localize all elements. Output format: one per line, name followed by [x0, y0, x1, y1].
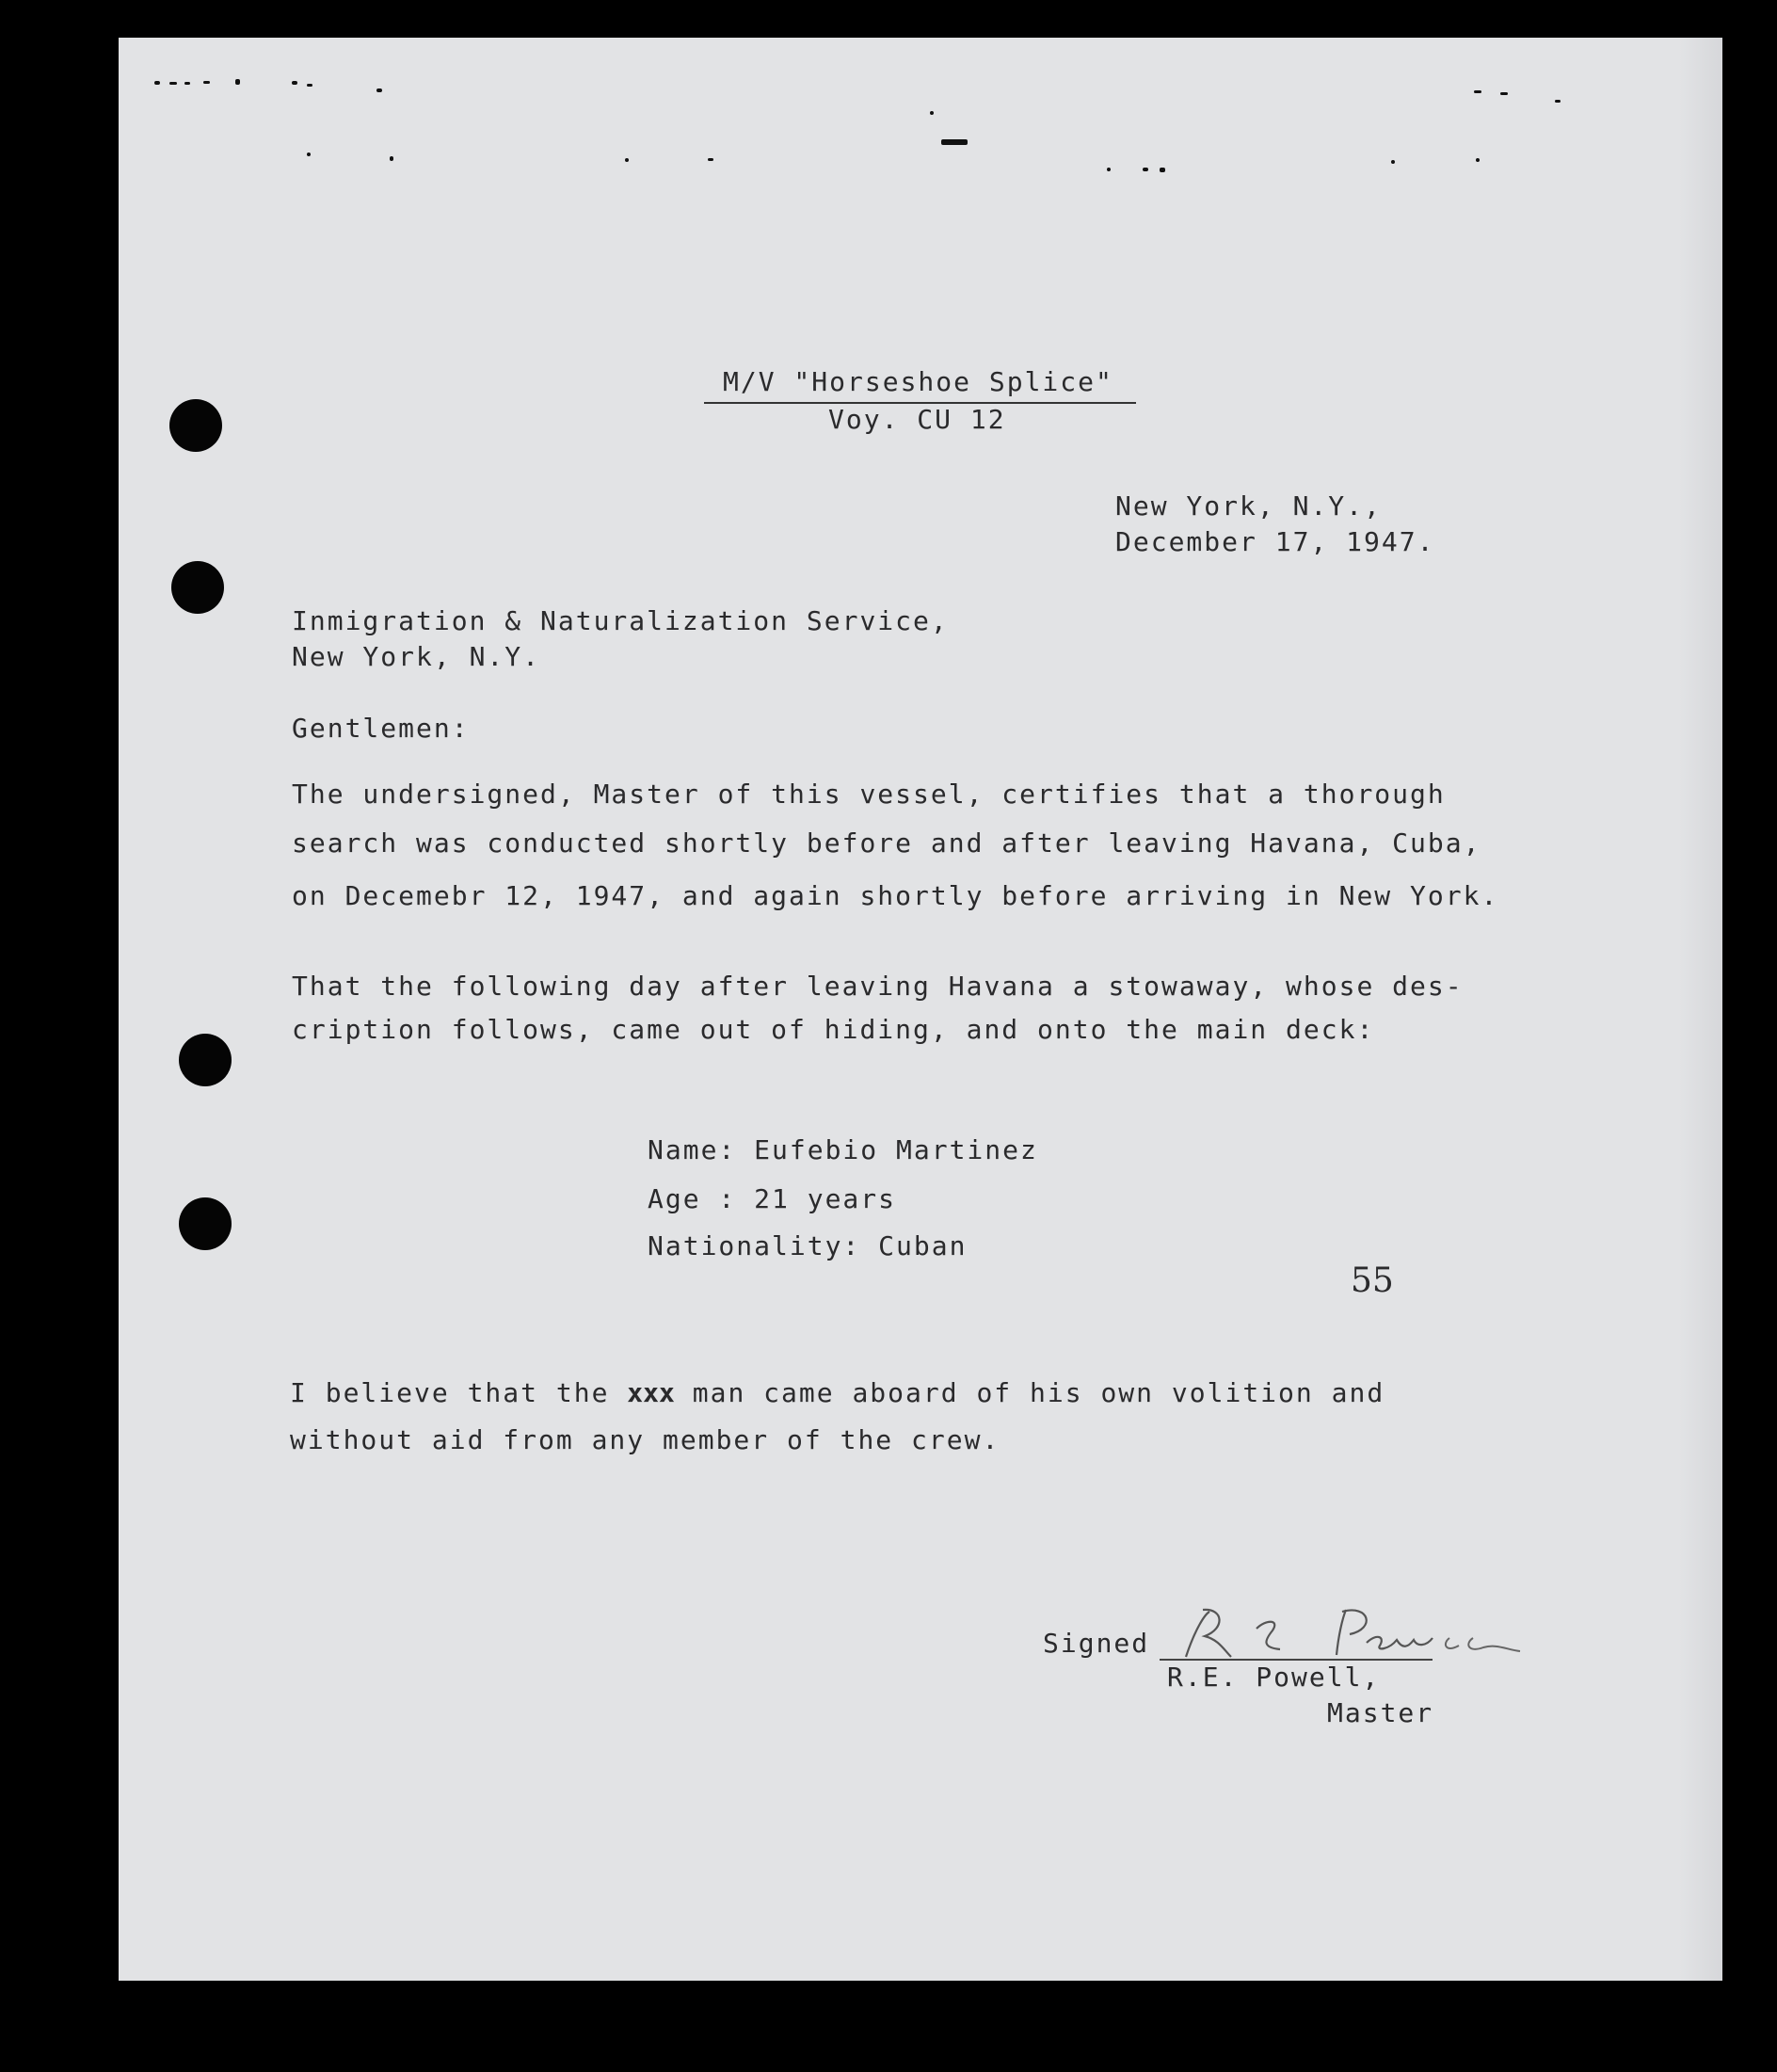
- scan-speck: [708, 158, 713, 161]
- paragraph-2-line-2: cription follows, came out of hiding, and onto the main deck:: [292, 1014, 1375, 1045]
- addressee-line-2: New York, N.Y.: [292, 641, 541, 672]
- scan-speck: [292, 81, 297, 85]
- salutation: Gentlemen:: [292, 713, 470, 744]
- page-number: 55: [1351, 1261, 1394, 1300]
- punch-hole: [169, 399, 222, 452]
- page-edge-shadow: [1679, 38, 1722, 1981]
- punch-hole: [179, 1197, 232, 1250]
- paragraph-3-text-after: man came aboard of his own volition and: [674, 1377, 1385, 1408]
- document-page: [119, 38, 1722, 1981]
- scan-speck: [1555, 100, 1561, 103]
- signed-label: Signed: [1043, 1628, 1150, 1659]
- scan-speck: [307, 153, 311, 156]
- scan-speck: [154, 81, 160, 85]
- scan-speck: [1474, 90, 1481, 93]
- scan-speck: [1476, 158, 1480, 162]
- dateline-date: December 17, 1947.: [1115, 526, 1435, 557]
- scan-speck: [376, 88, 382, 92]
- paragraph-3-text-before: I believe that the: [290, 1377, 628, 1408]
- vessel-name: M/V "Horseshoe Splice": [723, 366, 1113, 397]
- dateline-place: New York, N.Y.,: [1115, 490, 1382, 522]
- stowaway-age: Age : 21 years: [648, 1183, 897, 1214]
- scan-speck: [1143, 168, 1148, 171]
- punch-hole: [171, 561, 224, 614]
- punch-hole: [179, 1034, 232, 1086]
- signer-title: Master: [1327, 1697, 1434, 1728]
- scan-speck: [930, 111, 934, 115]
- voyage-number: Voy. CU 12: [828, 404, 1006, 435]
- scan-speck: [625, 158, 629, 162]
- scan-speck: [184, 82, 190, 85]
- struck-out-text: xxx: [627, 1377, 675, 1408]
- addressee-line-1: Inmigration & Naturalization Service,: [292, 605, 949, 636]
- paragraph-1-line-3: on Decemebr 12, 1947, and again shortly before arriving in New York.: [292, 880, 1499, 911]
- scan-speck: [169, 82, 177, 85]
- scan-speck: [235, 79, 240, 85]
- paragraph-2-line-1: That the following day after leaving Havana a stowaway, whose des-: [292, 971, 1464, 1002]
- scan-speck: [1107, 168, 1111, 171]
- paragraph-3-line-1: [290, 1377, 1385, 1408]
- scan-speck: [1391, 160, 1395, 164]
- paragraph-3-line-2: without aid from any member of the crew.: [290, 1424, 1001, 1455]
- paragraph-1-line-2: search was conducted shortly before and after leaving Havana, Cuba,: [292, 827, 1481, 859]
- scan-speck: [1160, 168, 1165, 172]
- paragraph-1-line-1: The undersigned, Master of this vessel, certifies that a thorough: [292, 779, 1446, 810]
- stowaway-nationality: Nationality: Cuban: [648, 1230, 968, 1261]
- stowaway-name: Name: Eufebio Martinez: [648, 1134, 1038, 1165]
- signer-name: R.E. Powell,: [1167, 1662, 1381, 1693]
- scan-speck: [307, 84, 312, 87]
- scan-speck: [203, 81, 210, 84]
- scan-speck: [390, 156, 393, 161]
- scan-speck: [1500, 92, 1508, 95]
- scan-speck: [941, 139, 968, 145]
